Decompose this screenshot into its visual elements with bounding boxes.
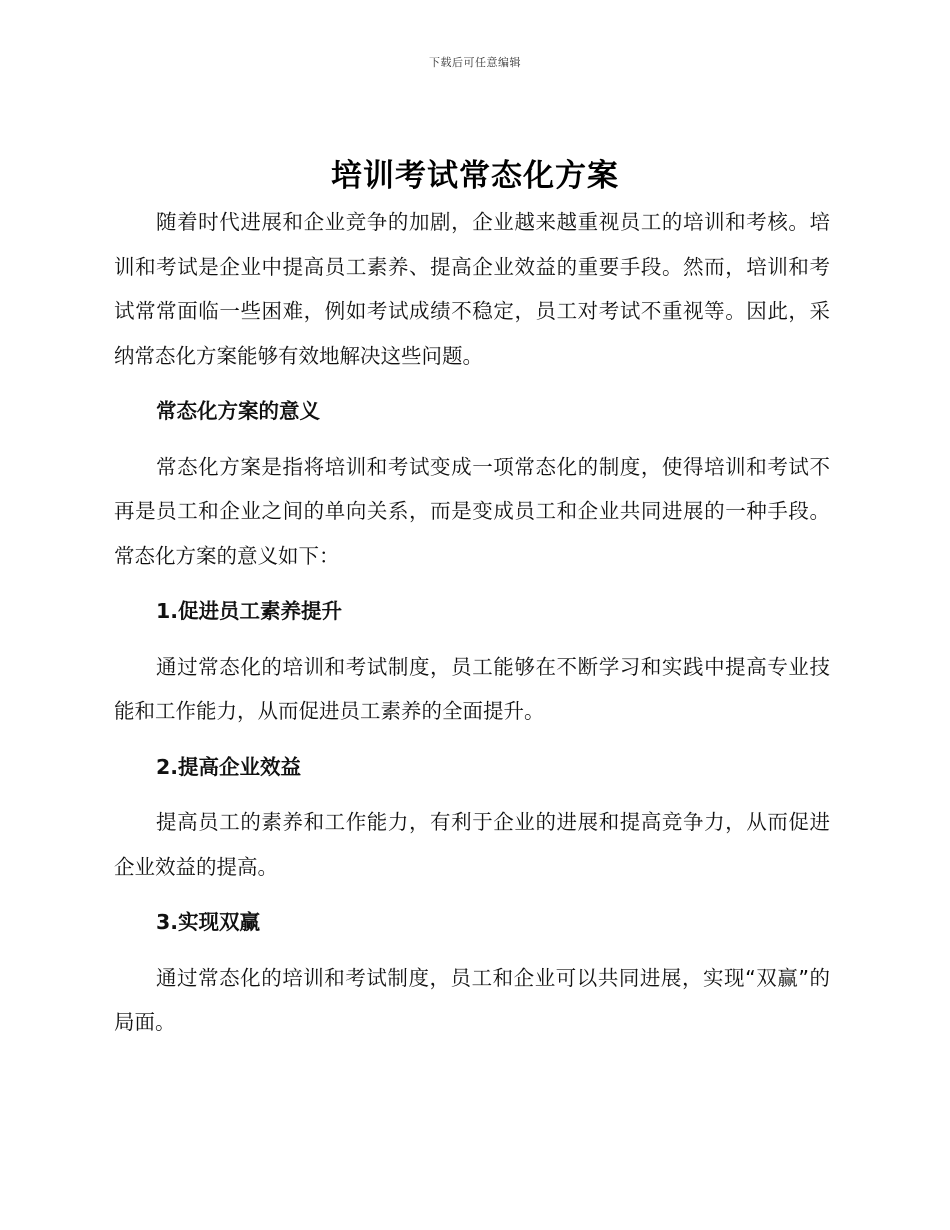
intro-paragraph: 随着时代进展和企业竞争的加剧，企业越来越重视员工的培训和考核。培训和考试是企业中提高员工素养、提高企业效益的重要手段。然而，培训和考试常常面临一些困难，例如考试成绩不稳定，员工对考试不重视等。因此，采纳常态化方案能够有效地解决这些问题。 — [114, 210, 830, 368]
point-2-heading: 2.提高企业效益 — [156, 754, 302, 779]
point-1-paragraph: 通过常态化的培训和考试制度，员工能够在不断学习和实践中提高专业技能和工作能力，从而促进员工素养的全面提升。 — [114, 654, 830, 723]
page-header: 下载后可任意编辑 — [429, 56, 521, 69]
point-3-paragraph: 通过常态化的培训和考试制度，员工和企业可以共同进展，实现“双赢”的局面。 — [114, 965, 830, 1034]
point-2-paragraph: 提高员工的素养和工作能力，有利于企业的进展和提高竞争力，从而促进企业效益的提高。 — [114, 810, 830, 879]
section-heading: 常态化方案的意义 — [156, 399, 320, 423]
document-title: 培训考试常态化方案 — [331, 158, 619, 194]
point-3-heading: 3.实现双赢 — [156, 910, 261, 934]
section-paragraph: 常态化方案是指将培训和考试变成一项常态化的制度，使得培训和考试不再是员工和企业之间的单向关系，而是变成员工和企业共同进展的一种手段。常态化方案的意义如下： — [114, 454, 830, 568]
point-1-heading: 1.促进员工素养提升 — [156, 599, 343, 623]
document-body — [114, 200, 830, 1056]
